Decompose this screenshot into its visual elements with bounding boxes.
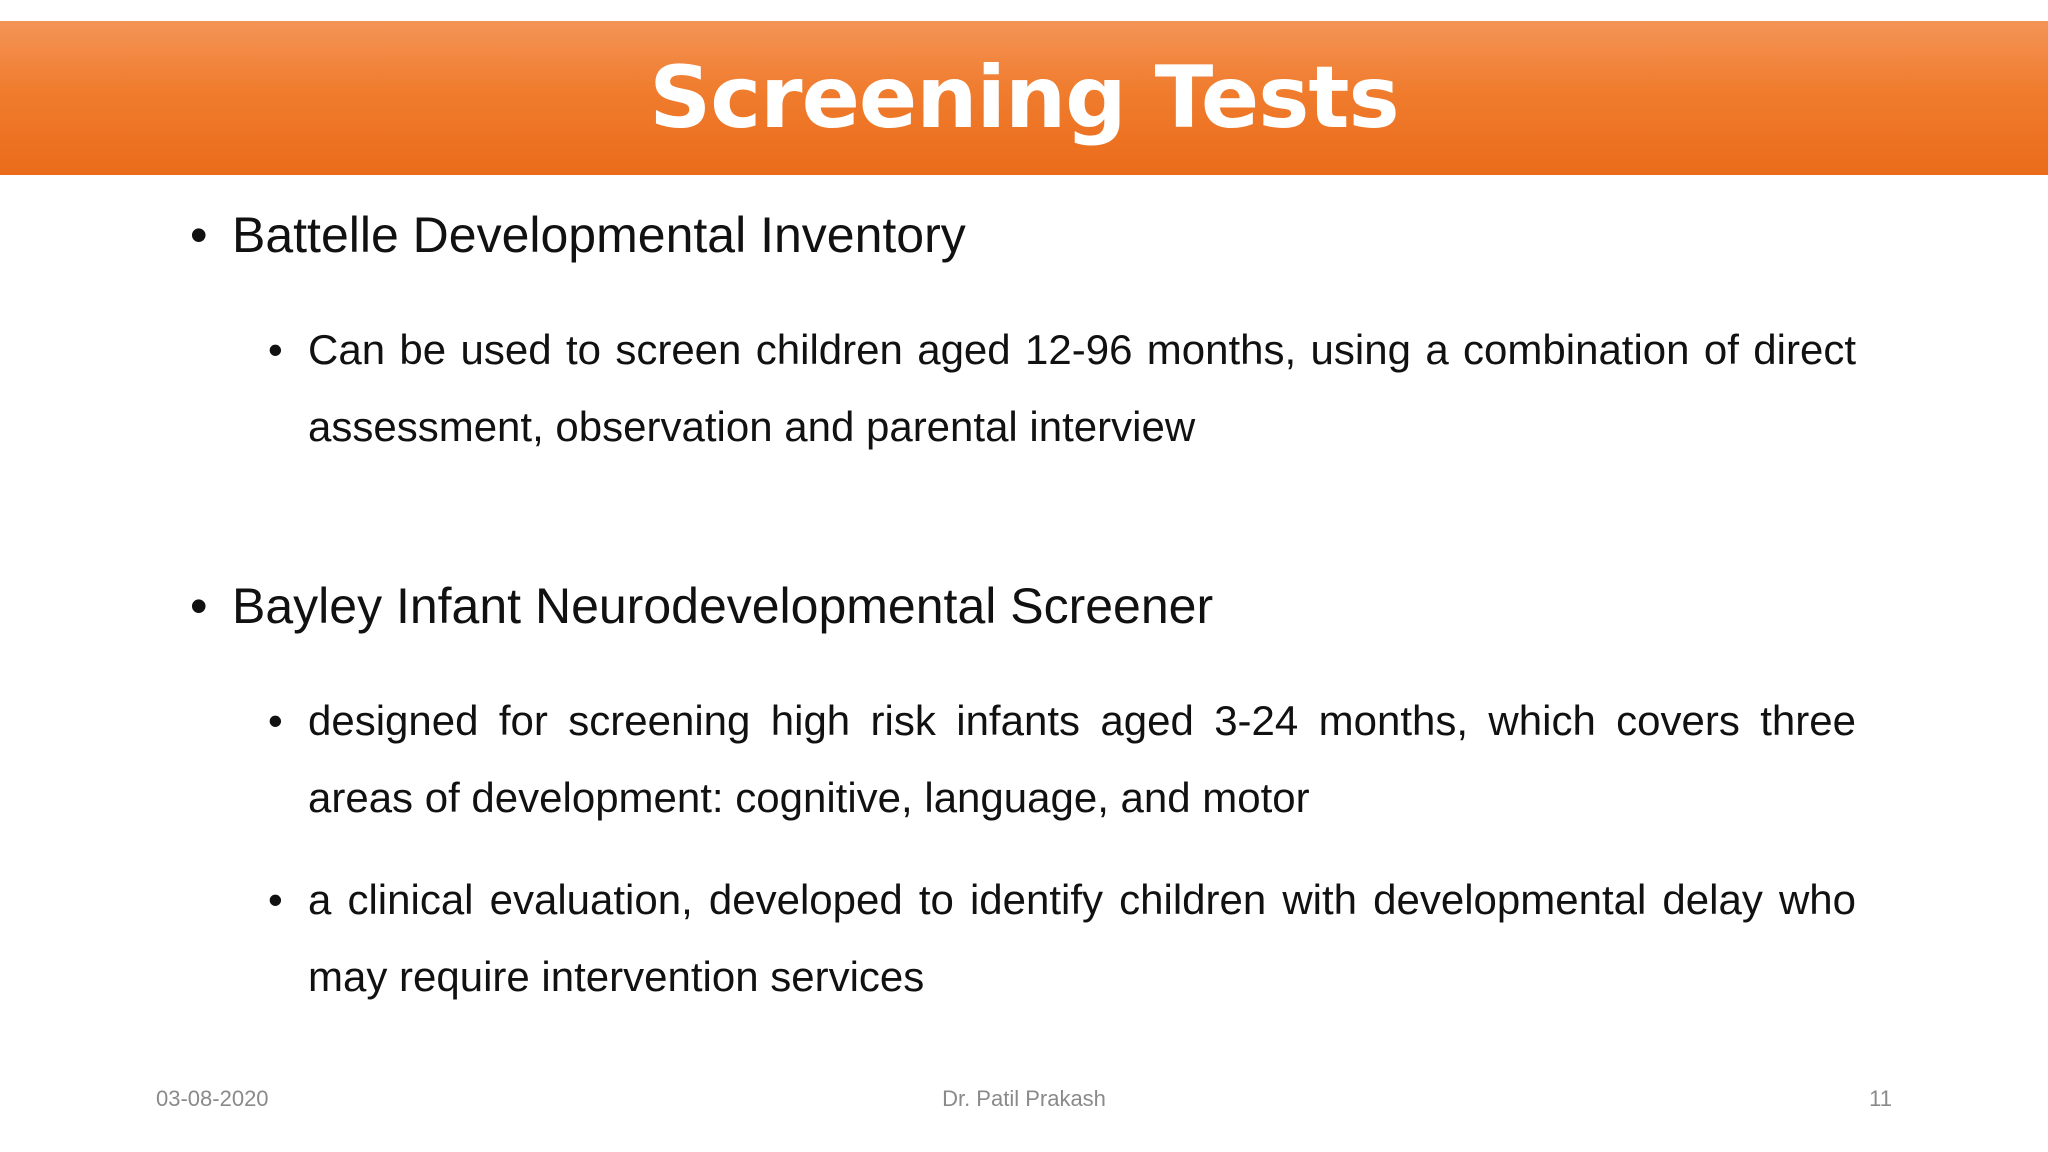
sub-bullet-item <box>268 861 1856 1015</box>
sub-bullet-item <box>268 311 1856 465</box>
bullet-text: Bayley Infant Neurodevelopmental Screener <box>232 578 1214 634</box>
sub-bullet-text: designed for screening high risk infants aged 3-24 months, which covers three areas of development: cognitive, language, and motor <box>308 697 1856 821</box>
bullet-item <box>190 205 1850 265</box>
top-strip <box>0 0 2048 21</box>
slide-title: Screening Tests <box>649 48 1399 148</box>
bullet-text: Battelle Developmental Inventory <box>232 207 966 263</box>
footer-date: 03-08-2020 <box>156 1086 269 1111</box>
bullet-dot-icon: • <box>190 207 208 263</box>
sub-bullet-text: Can be used to screen children aged 12-96 months, using a combination of direct assessment, observation and parental interview <box>308 326 1856 450</box>
title-bar <box>0 21 2048 175</box>
bullet-item <box>190 576 1850 636</box>
bullet-dot-icon: • <box>268 876 283 923</box>
bullet-dot-icon: • <box>268 326 283 373</box>
bullet-dot-icon: • <box>190 578 208 634</box>
footer-author: Dr. Patil Prakash <box>942 1086 1106 1111</box>
bullet-dot-icon: • <box>268 697 283 744</box>
sub-bullet-text: a clinical evaluation, developed to identify children with developmental delay who may require intervention services <box>308 876 1856 1000</box>
sub-bullet-item <box>268 682 1856 836</box>
footer-page-number: 11 <box>1869 1086 1892 1111</box>
